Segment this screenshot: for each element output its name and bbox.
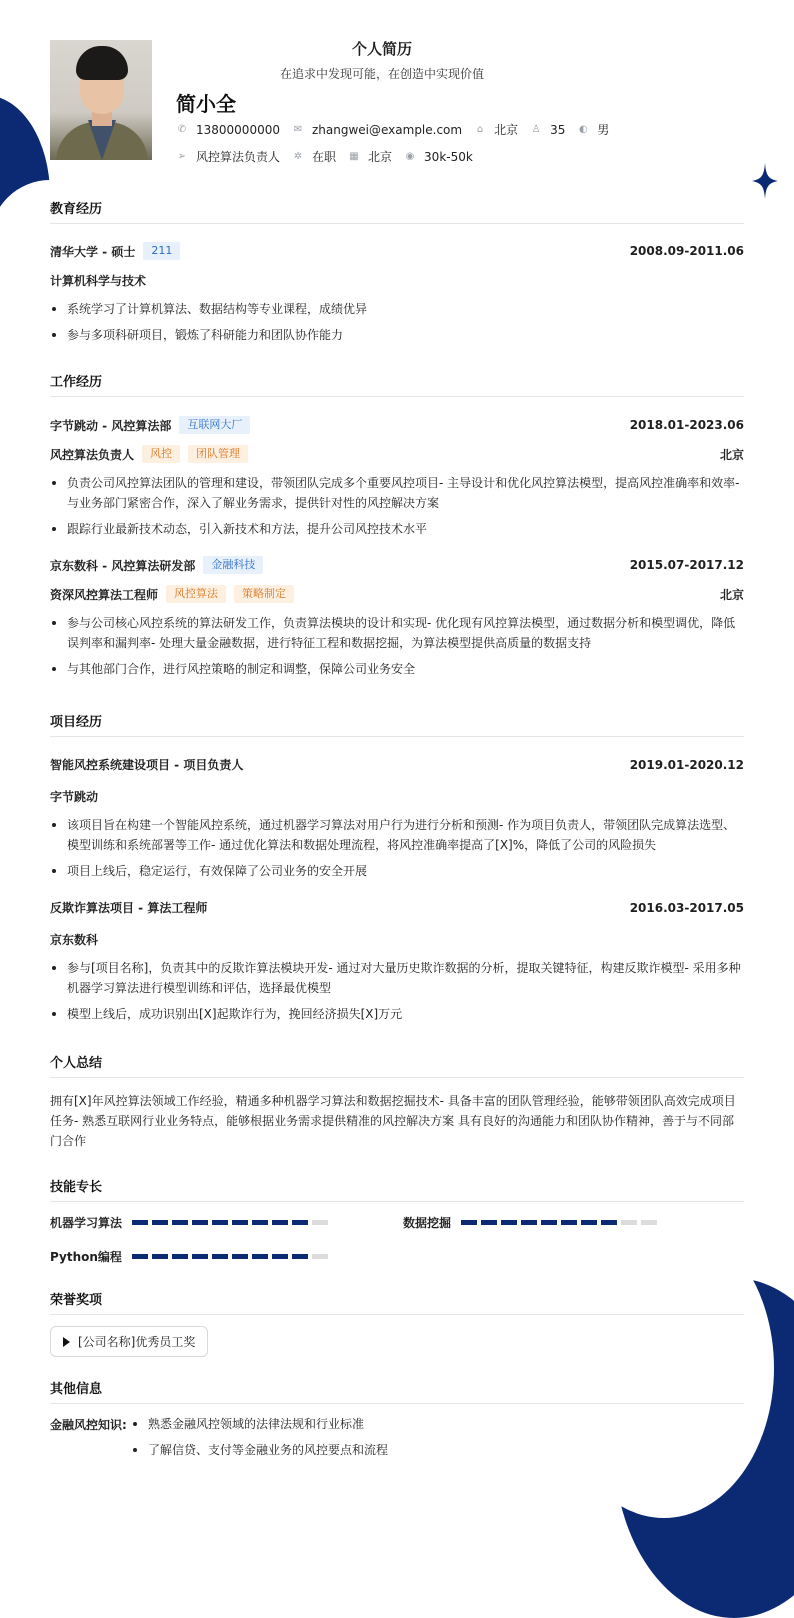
gender-text: 男	[597, 123, 610, 137]
skill-segment	[272, 1220, 288, 1225]
section-title: 项目经历	[50, 711, 744, 737]
company-tag: 金融科技	[203, 556, 263, 574]
candidate-name: 简小全	[176, 92, 236, 116]
role-row	[50, 445, 744, 463]
school-tag: 211	[143, 242, 180, 260]
project-name: 智能风控系统建设项目 - 项目负责人	[50, 758, 244, 772]
work-date: 2015.07-2017.12	[629, 558, 744, 572]
list-item: 参与[项目名称]，负责其中的反欺诈算法模块开发- 通过对大量历史欺诈数据的分析，提取关键特征，构建反欺诈模型- 采用多种机器学习算法进行模型训练和评估，选择最优模型	[50, 958, 744, 998]
award-label: [公司名称]优秀员工奖	[78, 1335, 196, 1349]
other-label: 金融风控知识:	[50, 1418, 127, 1432]
skill-segment	[212, 1220, 228, 1225]
skill-segment	[152, 1220, 168, 1225]
education-bullets	[50, 299, 744, 345]
skill-level-bar	[132, 1220, 332, 1225]
skill-segment	[641, 1220, 657, 1225]
work-bullets	[50, 473, 744, 539]
skill-segment	[501, 1220, 517, 1225]
slogan: 在追求中发现可能，在创造中实现价值	[279, 67, 484, 81]
list-item: 熟悉金融风控领域的法律法规和行业标准	[131, 1414, 388, 1434]
work-row	[50, 556, 744, 574]
phone-icon: ✆	[177, 123, 187, 135]
skill-segment	[232, 1220, 248, 1225]
skill-item	[50, 1248, 332, 1265]
project-bullets	[50, 815, 744, 881]
role-row	[50, 585, 744, 603]
skill-level-bar	[461, 1220, 661, 1225]
role-name: 风控算法负责人	[50, 447, 135, 462]
work-section	[50, 371, 744, 679]
skill-segment	[581, 1220, 597, 1225]
age-icon: ♙	[531, 123, 541, 135]
education-date: 2008.09-2011.06	[629, 244, 744, 258]
skill-segment	[172, 1254, 188, 1259]
list-item: 系统学习了计算机算法、数据结构等专业课程，成绩优异	[50, 299, 744, 319]
list-item: 了解信贷、支付等金融业务的风控要点和流程	[131, 1440, 388, 1460]
project-org: 字节跳动	[50, 790, 99, 804]
section-title: 荣誉奖项	[50, 1289, 744, 1315]
document-title: 个人简历	[351, 40, 412, 58]
awards-section	[50, 1289, 744, 1315]
skill-segment	[132, 1254, 148, 1259]
work-city-text: 北京	[368, 150, 393, 164]
project-name: 反欺诈算法项目 - 算法工程师	[50, 901, 208, 915]
skill-segment	[561, 1220, 577, 1225]
work-location: 北京	[719, 447, 744, 462]
work-city-item	[348, 148, 392, 165]
section-title: 其他信息	[50, 1378, 744, 1404]
skill-segment	[152, 1254, 168, 1259]
other-bullets	[131, 1414, 388, 1460]
contact-row	[176, 121, 621, 138]
skill-segment	[132, 1220, 148, 1225]
summary-section	[50, 1052, 744, 1151]
list-item: 该项目旨在构建一个智能风控系统，通过机器学习算法对用户行为进行分析和预测- 作为项目负责人，带领团队完成算法选型、模型训练和系统部署等工作- 通过优化算法和数据处理流程，将风控准确率提高了[X]%，降低了公司的风险损失	[50, 815, 744, 855]
skill-segment	[312, 1220, 328, 1225]
skill-name: Python编程	[50, 1250, 122, 1264]
mail-icon: ✉	[293, 123, 303, 135]
email-text: zhangwei@example.com	[311, 122, 463, 137]
role-tag: 风控	[142, 445, 180, 463]
skill-segment	[621, 1220, 637, 1225]
work-date: 2018.01-2023.06	[629, 418, 744, 432]
salary-text: 30k-50k	[424, 149, 473, 164]
gender-icon: ◐	[579, 123, 588, 135]
skill-name: 机器学习算法	[50, 1216, 123, 1230]
list-item: 参与多项科研项目，锻炼了科研能力和团队协作能力	[50, 325, 744, 345]
skill-segment	[172, 1220, 188, 1225]
school-name: 清华大学 - 硕士	[50, 244, 136, 259]
section-title: 工作经历	[50, 371, 744, 397]
skills-section	[50, 1176, 744, 1202]
play-triangle-icon	[63, 1337, 70, 1347]
list-item: 与其他部门合作，进行风控策略的制定和调整，保障公司业务安全	[50, 659, 744, 679]
list-item: 参与公司核心风控系统的算法研发工作，负责算法模块的设计和实现- 优化现有风控算法模型，通过数据分析和模型调优，降低误判率和漏判率- 处理大量金融数据，进行特征工程和数据挖掘，为算法模型提供高质量的数据支持	[50, 613, 744, 653]
projects-section	[50, 711, 744, 1024]
list-item: 模型上线后，成功识别出[X]起欺诈行为，挽回经济损失[X]万元	[50, 1004, 744, 1024]
role-tag: 团队管理	[188, 445, 248, 463]
project-org: 京东数科	[50, 933, 99, 947]
status-item	[292, 148, 336, 165]
project-row	[50, 899, 744, 916]
project-bullets	[50, 958, 744, 1024]
project-row	[50, 756, 744, 773]
skill-segment	[601, 1220, 617, 1225]
skill-segment	[252, 1254, 268, 1259]
section-title: 教育经历	[50, 198, 744, 224]
send-icon: ➢	[177, 150, 187, 162]
summary-text: 拥有[X]年风控算法领域工作经验，精通多种机器学习算法和数据挖掘技术- 具备丰富的团队管理经验，能够带领团队高效完成项目任务- 熟悉互联网行业业务特点，能够根据业务需求提供精准的风控解决方案 具有良好的沟通能力和团队协作精神，善于与不同部门合作	[50, 1094, 736, 1148]
work-bullets	[50, 613, 744, 679]
decor-bottom-right-cut	[554, 1218, 774, 1518]
skill-segment	[521, 1220, 537, 1225]
sparkle-star-icon	[752, 163, 778, 199]
gender-item	[577, 121, 609, 138]
project-date: 2019.01-2020.12	[629, 757, 744, 772]
building-icon: ▦	[349, 150, 359, 162]
skill-segment	[292, 1254, 308, 1259]
list-item: 项目上线后，稳定运行，有效保障了公司业务的安全开展	[50, 861, 744, 881]
other-section	[50, 1378, 744, 1404]
skill-segment	[232, 1254, 248, 1259]
section-title: 个人总结	[50, 1052, 744, 1078]
skill-segment	[272, 1254, 288, 1259]
major: 计算机科学与技术	[50, 274, 147, 288]
list-item: 跟踪行业最新技术动态，引入新技术和方法，提升公司风控技术水平	[50, 519, 744, 539]
city-item	[474, 121, 518, 138]
company-tag: 互联网大厂	[179, 416, 250, 434]
skill-level-bar	[132, 1254, 332, 1259]
skill-segment	[212, 1254, 228, 1259]
role-tag: 策略制定	[234, 585, 294, 603]
project-date: 2016.03-2017.05	[629, 900, 744, 915]
skill-segment	[192, 1220, 208, 1225]
education-section	[50, 198, 744, 345]
work-location: 北京	[719, 587, 744, 602]
award-item[interactable]	[50, 1326, 208, 1357]
home-icon: ⌂	[476, 123, 484, 135]
skill-segment	[461, 1220, 477, 1225]
phone-text: 13800000000	[196, 122, 280, 137]
skill-segment	[541, 1220, 557, 1225]
city-text: 北京	[494, 123, 519, 137]
role-name: 资深风控算法工程师	[50, 587, 159, 602]
company-name: 京东数科 - 风控算法研发部	[50, 558, 196, 573]
skill-segment	[252, 1220, 268, 1225]
skill-segment	[312, 1254, 328, 1259]
section-title: 技能专长	[50, 1176, 744, 1202]
list-item: 负责公司风控算法团队的管理和建设，带领团队完成多个重要风控项目- 主导设计和优化风控算法模型，提高风控准确率和效率- 与业务部门紧密合作，深入了解业务需求，提供针对性的风控解决方案	[50, 473, 744, 513]
skill-segment	[292, 1220, 308, 1225]
role-tag: 风控算法	[166, 585, 226, 603]
position-item	[176, 148, 280, 165]
position-text: 风控算法负责人	[196, 150, 281, 164]
skill-segment	[481, 1220, 497, 1225]
company-name: 字节跳动 - 风控算法部	[50, 418, 172, 433]
status-text: 在职	[312, 150, 337, 164]
salary-item	[404, 150, 473, 164]
status-icon: ✲	[293, 150, 303, 162]
age-item	[530, 123, 565, 137]
skill-segment	[192, 1254, 208, 1259]
skill-item	[50, 1214, 332, 1231]
skill-name: 数据挖掘	[403, 1216, 452, 1230]
email-item	[292, 123, 462, 137]
skill-item	[403, 1214, 661, 1231]
phone-item	[176, 123, 280, 137]
education-row	[50, 242, 744, 260]
age-text: 35	[550, 122, 566, 137]
intent-row	[176, 148, 485, 165]
salary-icon: ◉	[405, 150, 415, 162]
work-row	[50, 416, 744, 434]
